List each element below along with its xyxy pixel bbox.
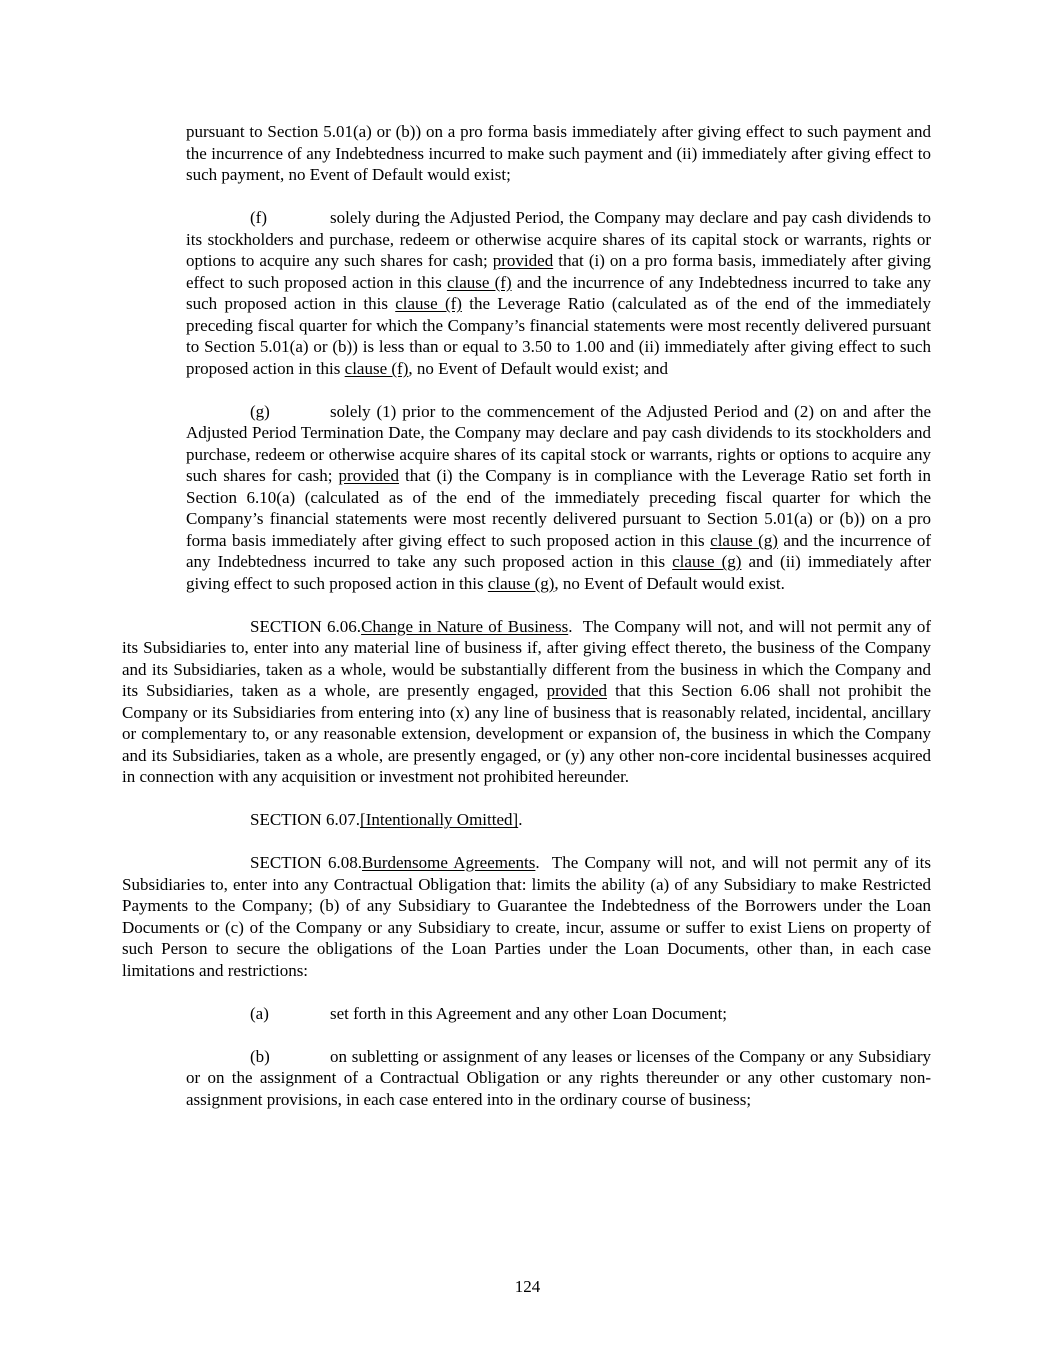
section-6-07-paragraph [122, 809, 931, 831]
text-run: SECTION 6.08. [250, 853, 363, 872]
clause-e-continuation-paragraph [186, 121, 931, 186]
text-run: . [518, 810, 523, 829]
clause-label: (f) [250, 208, 267, 227]
clause-a-paragraph [186, 1003, 931, 1025]
section-6-06-paragraph [122, 616, 931, 788]
underlined-text-run: clause (f) [344, 358, 409, 378]
underlined-text-run: provided [492, 251, 554, 270]
underlined-text-run: clause (g) [487, 573, 555, 593]
text-run: pursuant to Section 5.01(a) or (b)) on a pro forma basis immediately after giving effect to such payment and the incurrence of any Indebtedness incurred to make such payment and (ii) immediately after giving effect to such payment, no Event of Default would exist; [186, 122, 931, 184]
text-run: and (ii) immediately after giving effect to such proposed action in this [186, 552, 931, 593]
text-run: that this Section 6.06 shall not prohibit the Company or its Subsidiaries from entering into (x) any line of business that is reasonably related, incidental, ancillary or complementary to, or any reasonable extension, development or expansion of, the business in which the Company and its Subsidiaries, taken as a whole, are presently engaged, or (y) any other non-core incidental businesses acquired in connection with any acquisition or investment not prohibited hereunder. [122, 681, 931, 786]
text-run: and the incurrence of any Indebtedness incurred to take any such proposed action in this [186, 530, 931, 571]
clause-label: (g) [250, 401, 270, 421]
underlined-text-run: Change in Nature of Business [361, 616, 569, 636]
text-run: , no Event of Default would exist; and [408, 358, 669, 378]
text-run: SECTION 6.07. [250, 810, 361, 829]
text-run: . The Company will not, and will not permit any of its Subsidiaries to, enter into any material line of business if, after giving effect thereto, the business of the Company and its Subsidiaries, taken as a whole, would be substantially different from the business in which the Company and its Subsidiaries, taken as a whole, are presently engaged, [122, 616, 931, 700]
text-run: on subletting or assignment of any leases or licenses of the Company or any Subsidiary or on the assignment of a Contractual Obligation or any rights thereunder or any other customary non-assignment provisions, in each case entered into in the ordinary course of business; [186, 1046, 931, 1109]
text-run: set forth in this Agreement and any other Loan Document; [330, 1003, 728, 1023]
section-6-08-paragraph [122, 852, 931, 981]
underlined-text-run: Burdensome Agreements [362, 853, 536, 872]
clause-b-paragraph [186, 1046, 931, 1111]
text-run: that (i) the Company is in compliance with the Leverage Ratio set forth in Section 6.10(a) (calculated as of the end of the immediately preceding fiscal quarter for which the Company’s financial statements were most recently delivered pursuant to Section 5.01(a) or (b)) on a pro forma basis immediately after giving effect to such proposed action in this [186, 466, 931, 550]
document-body [122, 121, 931, 1132]
clause-f-paragraph [186, 207, 931, 379]
underlined-text-run: provided [338, 466, 399, 485]
clause-label: (b) [250, 1046, 270, 1066]
clause-g-paragraph [186, 401, 931, 595]
text-run: , no Event of Default would exist. [554, 573, 785, 593]
text-run: solely during the Adjusted Period, the Company may declare and pay cash dividends to its stockholders and purchase, redeem or otherwise acquire shares of its capital stock or warrants, rights or options to acquire any such shares for cash; [186, 208, 931, 270]
text-run: the Leverage Ratio (calculated as of the end of the immediately preceding fiscal quarter for which the Company’s financial statements were most recently delivered pursuant to Section 5.01(a) or (b)) is less than or equal to 3.50 to 1.00 and (ii) immediately after giving effect to such proposed action in this [186, 294, 931, 378]
underlined-text-run: provided [546, 681, 607, 700]
text-run: . The Company will not, and will not permit any of its Subsidiaries to, enter into any Contractual Obligation that: limits the ability (a) of any Subsidiary to make Restricted Payments to the Company; (b) of any Subsidiary to Guarantee the Indebtedness of the Borrowers under the Loan Documents or (c) of the Company or any Subsidiary to create, incur, assume or suffer to exist Liens on property of such Person to secure the obligations of the Loan Parties under the Loan Documents, other than, in each case limitations and restrictions: [122, 853, 931, 980]
page-number: 124 [514, 1277, 541, 1296]
text-run: that (i) on a pro forma basis, immediately after giving effect to such proposed action in this [186, 251, 931, 292]
clause-label: (a) [250, 1003, 269, 1023]
text-run: and the incurrence of any Indebtedness incurred to take any such proposed action in this [186, 272, 932, 313]
underlined-text-run: clause (f) [395, 294, 462, 313]
underlined-text-run: [Intentionally Omitted] [360, 810, 519, 829]
underlined-text-run: clause (g) [672, 552, 742, 571]
text-run: solely (1) prior to the commencement of the Adjusted Period and (2) on and after the Adjusted Period Termination Date, the Company may declare and pay cash dividends to its stockholders and purchase, redeem or otherwise acquire shares of its capital stock or warrants, rights or options to acquire any such shares for cash; [186, 401, 931, 485]
underlined-text-run: clause (f) [446, 272, 512, 292]
underlined-text-run: clause (g) [710, 530, 778, 550]
text-run: SECTION 6.06. [250, 616, 362, 636]
